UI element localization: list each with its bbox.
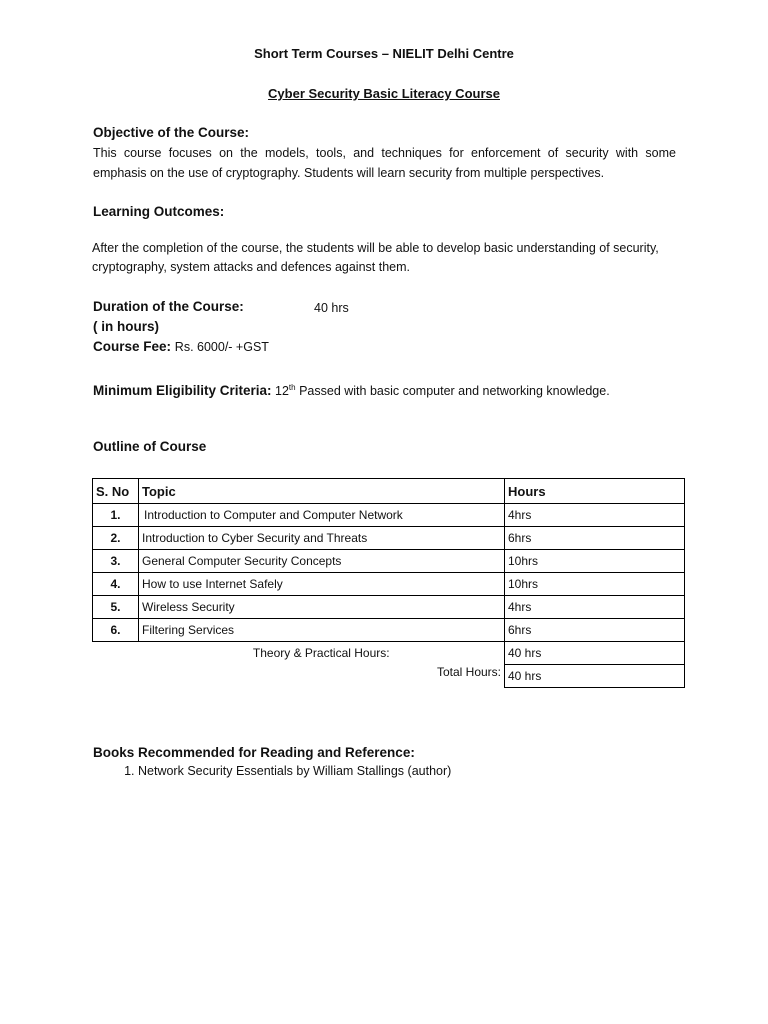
row-hours: 10hrs <box>505 550 685 573</box>
table-row <box>93 619 685 642</box>
row-topic: Introduction to Cyber Security and Threats <box>139 527 505 550</box>
list-item: 1. Network Security Essentials by William Stallings (author) <box>138 764 451 778</box>
row-hours: 6hrs <box>505 619 685 642</box>
row-topic: General Computer Security Concepts <box>139 550 505 573</box>
theory-hours-label: Theory & Practical Hours: <box>139 642 505 665</box>
duration-value: 40 hrs <box>314 301 349 315</box>
column-header-hours: Hours <box>505 479 685 504</box>
course-name: Cyber Security Basic Literacy Course <box>268 86 500 101</box>
row-sno: 2. <box>93 527 139 550</box>
row-topic: How to use Internet Safely <box>139 573 505 596</box>
outline-heading: Outline of Course <box>93 439 207 454</box>
row-topic: Wireless Security <box>139 596 505 619</box>
row-sno: 5. <box>93 596 139 619</box>
row-hours: 4hrs <box>505 504 685 527</box>
row-hours: 4hrs <box>505 596 685 619</box>
column-header-sno: S. No <box>93 479 139 504</box>
table-row <box>93 550 685 573</box>
eligibility-grade-suffix: th <box>288 383 296 392</box>
duration-label: Duration of the Course: <box>93 299 244 314</box>
objective-text: This course focuses on the models, tools, and techniques for enforcement of security with some emphasis on the use of cryptography. Students will learn security from multiple perspectives. <box>93 146 676 180</box>
table-header-row <box>93 479 685 504</box>
eligibility-grade: 12 <box>275 384 289 399</box>
column-header-topic: Topic <box>139 479 505 504</box>
eligibility-text: Passed with basic computer and networking knowledge. <box>299 384 610 399</box>
theory-hours-row <box>93 642 685 665</box>
row-sno: 4. <box>93 573 139 596</box>
total-hours-row <box>93 665 685 688</box>
row-topic: Introduction to Computer and Computer Network <box>139 504 505 527</box>
objective-heading: Objective of the Course: <box>93 125 250 140</box>
eligibility-label: Minimum Eligibility Criteria: <box>93 383 272 399</box>
row-sno: 3. <box>93 550 139 573</box>
table-row <box>93 504 685 527</box>
table-row <box>93 527 685 550</box>
outcomes-heading: Learning Outcomes: <box>93 204 225 219</box>
row-hours: 6hrs <box>505 527 685 550</box>
row-sno: 6. <box>93 619 139 642</box>
course-fee <box>93 339 269 354</box>
theory-hours-value: 40 hrs <box>505 642 685 665</box>
total-hours-label: Total Hours: <box>139 665 505 688</box>
table-row <box>93 573 685 596</box>
outcomes-text: After the completion of the course, the students will be able to develop basic understanding of security, cryptography, system attacks and defences against them. <box>92 241 659 274</box>
total-hours-value: 40 hrs <box>505 665 685 688</box>
books-heading: Books Recommended for Reading and Reference: <box>93 745 415 760</box>
table-row <box>93 596 685 619</box>
fee-label: Course Fee: <box>93 339 172 354</box>
row-hours: 10hrs <box>505 573 685 596</box>
outline-table <box>92 478 685 688</box>
books-list <box>98 764 451 778</box>
duration-label-sub: ( in hours) <box>93 319 159 334</box>
document-title: Short Term Courses – NIELIT Delhi Centre <box>254 46 514 61</box>
row-sno: 1. <box>93 504 139 527</box>
row-topic: Filtering Services <box>139 619 505 642</box>
eligibility <box>93 377 646 402</box>
fee-value: Rs. 6000/- +GST <box>174 340 269 354</box>
